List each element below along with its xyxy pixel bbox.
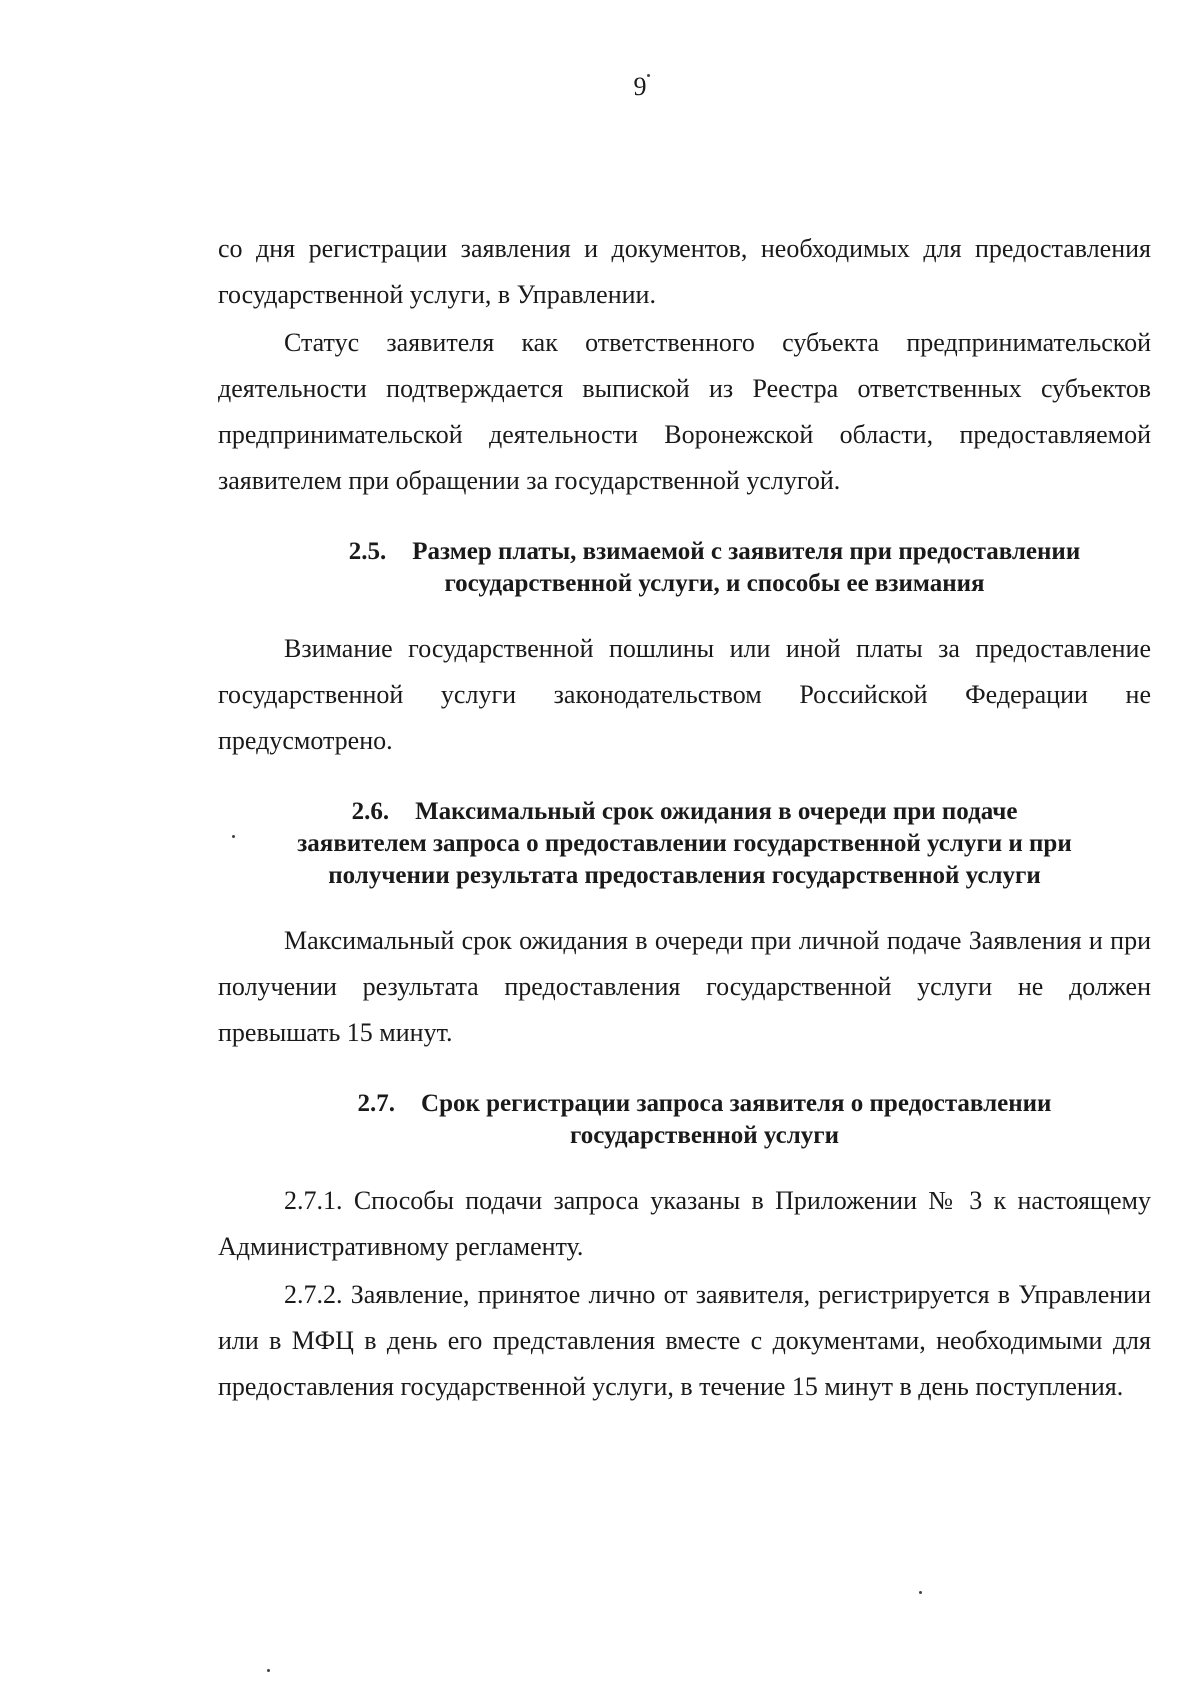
paragraph-2-7-2: 2.7.2. Заявление, принятое лично от заявителя, регистрируется в Управлении или в МФЦ в день его представления вместе с документами, необходимыми для предоставления государственной услуги, в течение 15 минут в день поступления. bbox=[218, 1280, 1151, 1401]
section-title-line: Срок регистрации запроса заявителя о предоставлении bbox=[421, 1090, 1052, 1117]
paragraph-applicant-status: Статус заявителя как ответственного субъекта предпринимательской деятельности подтверждается выпиской из Реестра ответственных субъектов предпринимательской деятельности Воронежской области, предоставляемой заявителем при обращении за государственной услугой. bbox=[218, 328, 1151, 495]
section-title-line: Максимальный срок ожидания в очереди при подаче bbox=[415, 798, 1018, 825]
section-title-line: государственной услуги, и способы ее взимания bbox=[444, 570, 985, 597]
paragraph-2-7-1: 2.7.1. Способы подачи запроса указаны в Приложении № 3 к настоящему Административному регламенту. bbox=[218, 1186, 1151, 1261]
section-heading-2-6 bbox=[218, 796, 1151, 892]
scan-speck bbox=[267, 1669, 270, 1672]
section-number: 2.5. bbox=[348, 538, 387, 565]
paragraph-fee: Взимание государственной пошлины или иной платы за предоставление государственной услуги законодательством Российской Федерации не предусмотрено. bbox=[218, 634, 1151, 755]
scan-speck bbox=[919, 1591, 922, 1594]
paragraph-queue-time: Максимальный срок ожидания в очереди при личной подаче Заявления и при получении результата предоставления государственной услуги не должен превышать 15 минут. bbox=[218, 926, 1151, 1047]
section-title-line: заявителем запроса о предоставлении государственной услуги и при bbox=[297, 830, 1072, 857]
section-title-line: получении результата предоставления государственной услуги bbox=[328, 862, 1041, 889]
section-number: 2.7. bbox=[357, 1090, 396, 1117]
section-title-line: государственной услуги bbox=[569, 1122, 840, 1149]
paragraph-continuation: со дня регистрации заявления и документов, необходимых для предоставления государственной услуги, в Управлении. bbox=[218, 234, 1151, 309]
section-title-line: Размер платы, взимаемой с заявителя при предоставлении bbox=[412, 538, 1081, 565]
section-number: 2.6. bbox=[351, 798, 390, 825]
scan-speck bbox=[647, 74, 650, 77]
page-content bbox=[218, 226, 1151, 1410]
page-number: 9 bbox=[633, 72, 647, 101]
scan-speck bbox=[232, 835, 235, 838]
section-heading-2-5 bbox=[218, 536, 1151, 600]
section-heading-2-7 bbox=[218, 1088, 1151, 1152]
